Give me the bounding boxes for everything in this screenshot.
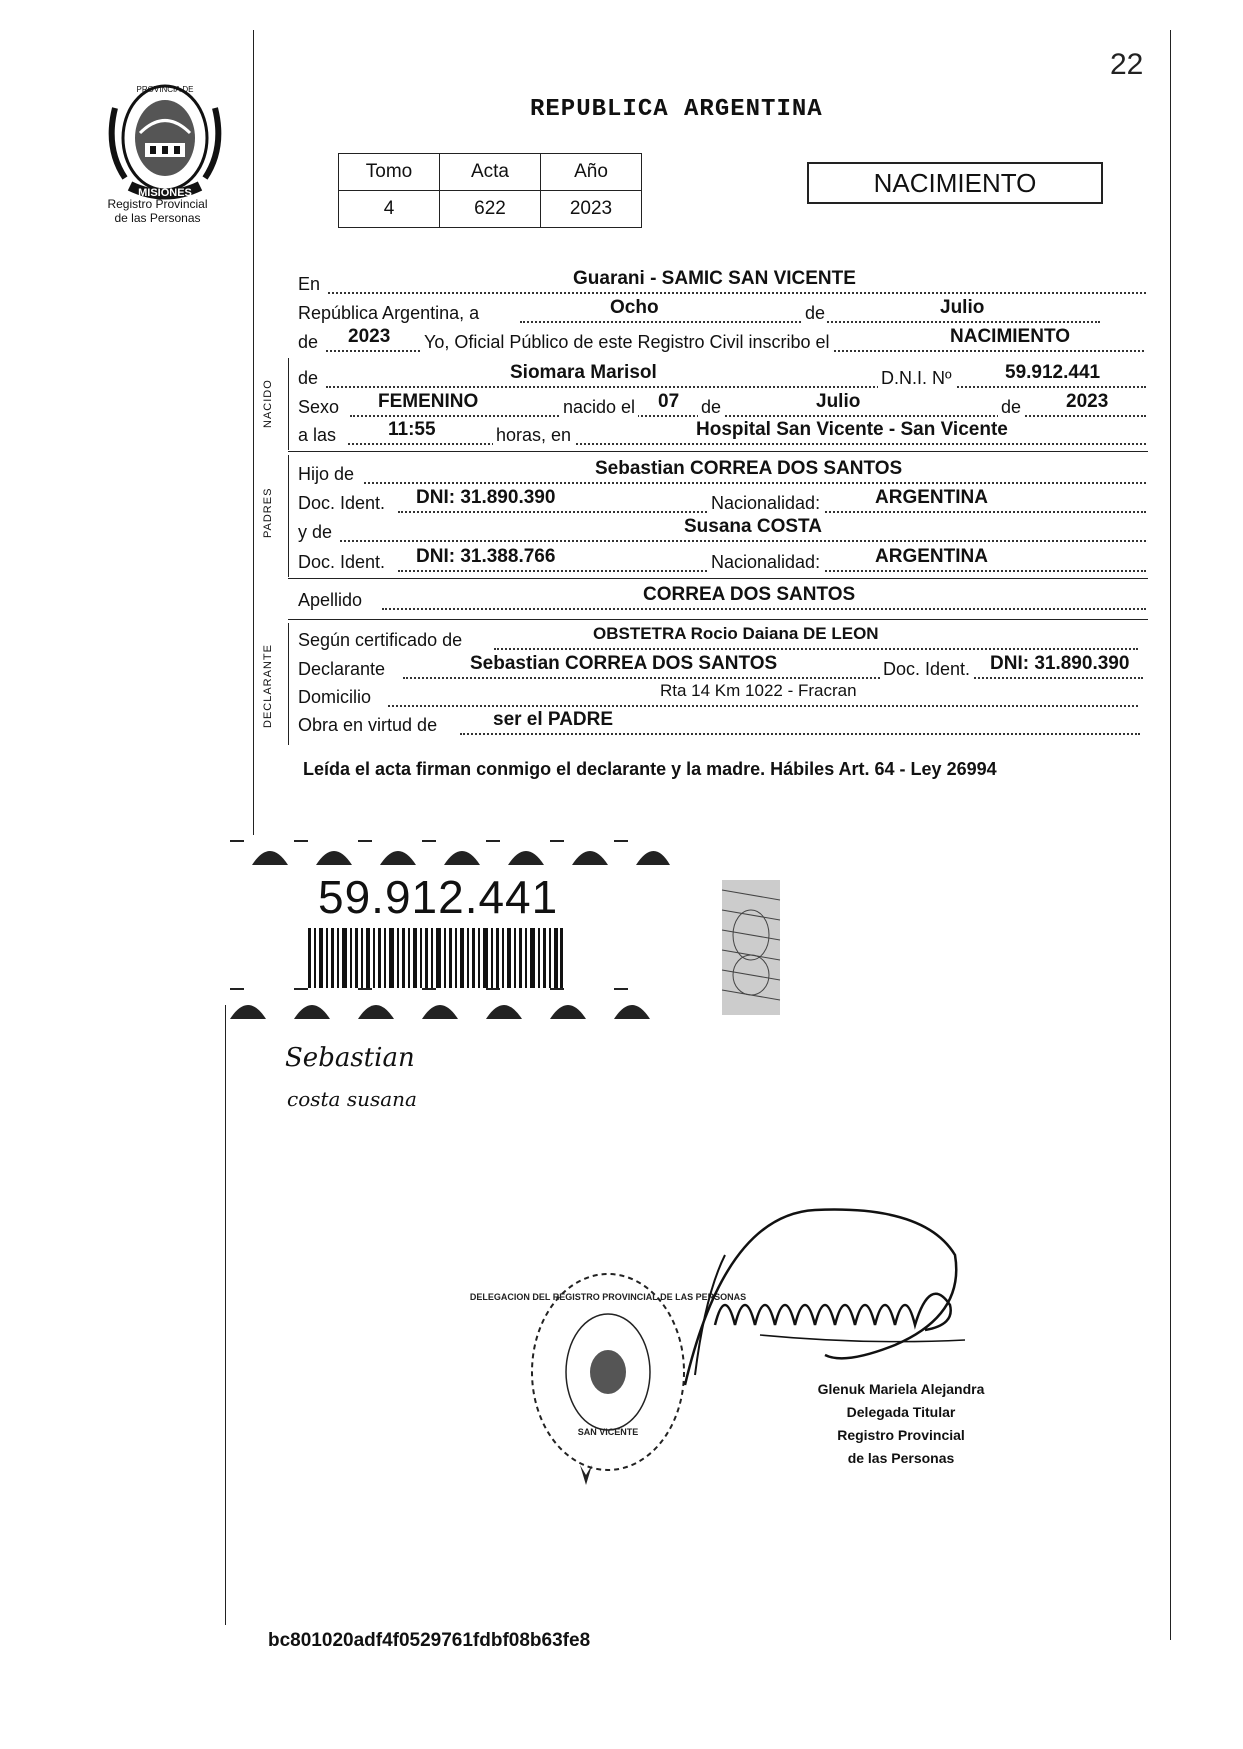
- handwritten-signatures: [285, 1036, 485, 1116]
- divider-padres: [288, 578, 1148, 579]
- nacido-section-label: NACIDO: [262, 379, 274, 428]
- rep-label: República Argentina, a: [298, 303, 480, 323]
- mother-nat-value: ARGENTINA: [875, 546, 988, 567]
- seal-outer-text: DELEGACION DEL REGISTRO PROVINCIAL DE LAS PERSONAS: [469, 1292, 747, 1302]
- day-word-value: Ocho: [610, 297, 659, 318]
- right-margin-line: [1170, 30, 1171, 1640]
- father-doc-label: Doc. Ident.: [298, 493, 386, 513]
- nacido-section-line: [288, 358, 289, 450]
- cert-value: OBSTETRA Rocio Daiana DE LEON: [593, 624, 879, 643]
- mother-doc-label: Doc. Ident.: [298, 552, 386, 572]
- en-label: En: [298, 274, 321, 294]
- apellido-label: Apellido: [298, 590, 363, 610]
- row-domicilio: [298, 681, 1148, 711]
- birth-month-value: Julio: [816, 391, 861, 412]
- provincia-misiones-logo: [100, 78, 230, 208]
- sexo-label: Sexo: [298, 397, 340, 417]
- row-declarante: [298, 653, 1148, 683]
- father-nat-value: ARGENTINA: [875, 487, 988, 508]
- tomo-value: 4: [339, 191, 440, 228]
- decl-label: Declarante: [298, 659, 386, 679]
- org-line-2: de las Personas: [114, 211, 201, 225]
- row-year: [298, 326, 1148, 356]
- declarante-section-label: DECLARANTE: [262, 644, 274, 728]
- padres-section-label: PADRES: [262, 487, 274, 538]
- nacido-de2-label: de: [698, 397, 724, 418]
- mother-doc-value: DNI: 31.388.766: [416, 546, 556, 567]
- org-line-1: Registro Provincial: [107, 197, 208, 211]
- org-name: [90, 197, 225, 225]
- acta-label: Acta: [440, 154, 541, 191]
- official-name: Glenuk Mariela Alejandra: [817, 1381, 985, 1397]
- nacido-el-label: nacido el: [560, 397, 638, 418]
- document-type-box: NACIMIENTO: [807, 162, 1103, 204]
- obra-value: ser el PADRE: [493, 709, 614, 730]
- de-label: de: [805, 303, 826, 323]
- sticker-bottom-strip: [230, 985, 670, 1019]
- declarante-doc-value: DNI: 31.890.390: [990, 653, 1130, 674]
- y-de-label: y de: [298, 522, 333, 542]
- row-nacido-name: [298, 362, 1148, 392]
- padres-section-line: [288, 455, 289, 577]
- act-value: NACIMIENTO: [950, 326, 1070, 347]
- barcode: [308, 928, 563, 988]
- declarante-section-line: [288, 623, 289, 745]
- domicilio-value: Rta 14 Km 1022 - Fracran: [660, 681, 857, 700]
- child-name-value: Siomara Marisol: [510, 362, 657, 383]
- tomo-label: Tomo: [339, 154, 440, 191]
- birth-year-value: 2023: [1066, 391, 1109, 412]
- official-org-2: de las Personas: [847, 1450, 955, 1466]
- alas-label: a las: [298, 425, 337, 445]
- mother-name-value: Susana COSTA: [684, 516, 822, 537]
- child-dni-value: 59.912.441: [1005, 362, 1101, 383]
- row-madre-doc: [298, 546, 1148, 576]
- official-role: Delegada Titular: [846, 1404, 956, 1420]
- sticker-dni: 59.912.441: [318, 871, 559, 923]
- anio-label: Año: [541, 154, 642, 191]
- father-nat-label: Nacionalidad:: [708, 493, 823, 514]
- row-padre: [298, 458, 1148, 488]
- declarante-name-value: Sebastian CORREA DOS SANTOS: [470, 653, 778, 674]
- year-value: 2023: [348, 326, 391, 347]
- birth-day-value: 07: [658, 391, 680, 412]
- legal-text: Leída el acta firman conmigo el declarante y la madre. Hábiles Art. 64 - Ley 26994: [303, 759, 997, 779]
- horas-label: horas, en: [493, 425, 574, 446]
- seal-inner-text: SAN VICENTE: [577, 1427, 639, 1437]
- anio-value: 2023: [541, 191, 642, 228]
- cert-label: Según certificado de: [298, 630, 463, 650]
- divider-nacido: [288, 451, 1148, 452]
- apellido-value: CORREA DOS SANTOS: [643, 584, 856, 605]
- dom-label: Domicilio: [298, 687, 372, 707]
- birth-place-value: Hospital San Vicente - San Vicente: [696, 419, 1008, 440]
- father-doc-value: DNI: 31.890.390: [416, 487, 556, 508]
- handwritten-line-1: Sebastian: [285, 1043, 415, 1073]
- row-obra: [298, 709, 1148, 739]
- hologram-icon: [722, 880, 780, 1015]
- inscribo-label: Yo, Oficial Público de este Registro Civil inscribo el: [421, 332, 833, 353]
- handwritten-line-2: costa susana: [287, 1087, 417, 1111]
- logo-text-top: PROVINCIA DE: [136, 85, 194, 94]
- left-margin-line: [253, 30, 254, 835]
- document-title: REPUBLICA ARGENTINA: [530, 96, 823, 123]
- acta-value: 622: [440, 191, 541, 228]
- row-apellido: [298, 584, 1148, 614]
- row-nacido-time: [298, 419, 1148, 449]
- divider-apellido: [288, 619, 1148, 620]
- official-block: [786, 1378, 1016, 1470]
- official-signature: [665, 1195, 1085, 1390]
- de2-label: de: [298, 332, 319, 352]
- official-org-1: Registro Provincial: [837, 1427, 965, 1443]
- registry-table: [338, 153, 642, 228]
- dni-label: D.N.I. Nº: [878, 368, 955, 389]
- sexo-value: FEMENINO: [378, 391, 479, 412]
- nacido-de3-label: de: [998, 397, 1024, 418]
- month-value: Julio: [940, 297, 985, 318]
- nacido-de-label: de: [298, 368, 319, 388]
- document-hash: bc801020adf4f0529761fdbf08b63fe8: [268, 1630, 591, 1651]
- birth-time-value: 11:55: [388, 419, 436, 440]
- row-nacido-sexo: [298, 391, 1148, 421]
- sticker-top-strip: [230, 835, 670, 869]
- logo-text-bottom: MISIONES: [138, 187, 192, 199]
- decl-doc-label: Doc. Ident.: [880, 659, 973, 680]
- page-number: 22: [1110, 48, 1144, 81]
- row-madre: [298, 516, 1148, 546]
- row-padre-doc: [298, 487, 1148, 517]
- row-date: [298, 297, 1148, 327]
- obra-label: Obra en virtud de: [298, 715, 438, 735]
- hijo-de-label: Hijo de: [298, 464, 355, 484]
- row-certificado: [298, 624, 1148, 654]
- row-en: [298, 268, 1148, 298]
- left-margin-line-lower: [225, 1005, 226, 1625]
- mother-nat-label: Nacionalidad:: [708, 552, 823, 573]
- father-name-value: Sebastian CORREA DOS SANTOS: [595, 458, 903, 479]
- place-value: Guarani - SAMIC SAN VICENTE: [573, 268, 856, 289]
